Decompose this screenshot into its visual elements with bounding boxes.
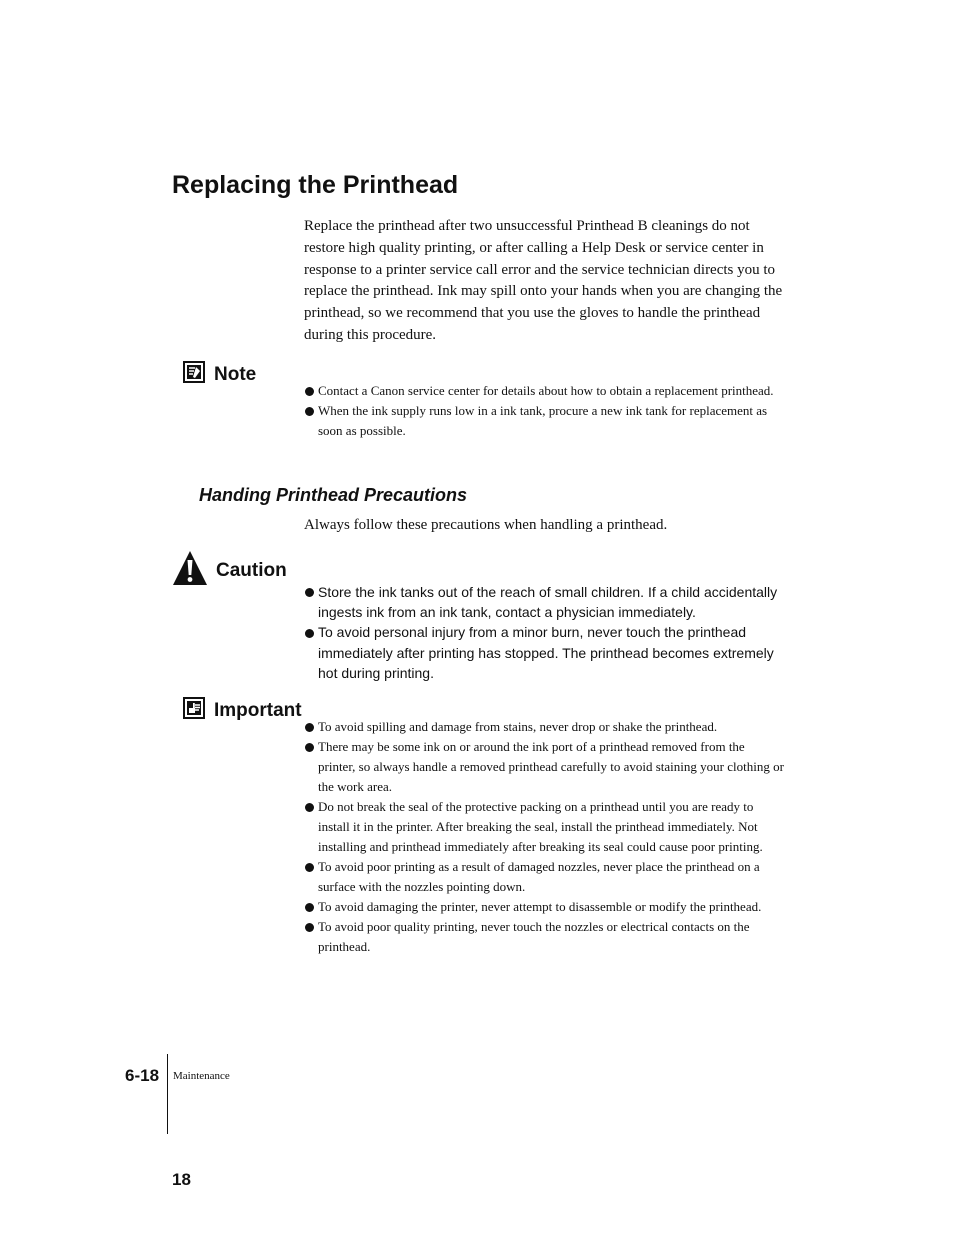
note-list [304, 381, 784, 441]
important-item: There may be some ink on or around the ink port of a printhead removed from the printer, so always handle a removed printhead carefully to avoid staining your clothing or the work area. [304, 737, 784, 797]
important-list [304, 717, 784, 957]
caution-item: To avoid personal injury from a minor burn, never touch the printhead immediately after printing has stopped. The printhead becomes extremely hot during printing. [304, 622, 784, 683]
important-item: To avoid damaging the printer, never attempt to disassemble or modify the printhead. [304, 897, 784, 917]
important-item: To avoid poor printing as a result of damaged nozzles, never place the printhead on a surface with the nozzles pointing down. [304, 857, 784, 897]
note-header [182, 360, 256, 389]
footer-section-number: 6-18 [125, 1066, 160, 1085]
note-item: Contact a Canon service center for details about how to obtain a replacement printhead. [304, 381, 784, 401]
pointing-hand-icon [182, 696, 206, 725]
caution-label: Caution [216, 559, 287, 581]
note-item: When the ink supply runs low in a ink tank, procure a new ink tank for replacement as soon as possible. [304, 401, 784, 441]
important-item: To avoid poor quality printing, never touch the nozzles or electrical contacts on the printhead. [304, 917, 784, 957]
important-label: Important [214, 699, 302, 721]
note-icon [182, 360, 206, 389]
important-item: Do not break the seal of the protective packing on a printhead until you are ready to install it in the printer. After breaking the seal, install the printhead immediately. Not installing and printhead immediately after breaking its seal could cause poor printing. [304, 797, 784, 857]
page-number: 18 [172, 1170, 191, 1189]
section-intro: Always follow these precautions when handling a printhead. [304, 517, 668, 533]
section-heading: Handing Printhead Precautions [199, 485, 468, 505]
caution-list [304, 582, 784, 683]
page-title: Replacing the Printhead [172, 171, 459, 199]
note-label: Note [214, 363, 257, 385]
intro-paragraph: Replace the printhead after two unsuccessful Printhead B cleanings do not restore high quality printing, or after calling a Help Desk or service center in response to a printer service call error and the service technician directs you to replace the printhead. Ink may spill onto your hands when you are changing the printhead, so we recommend that you use the gloves to handle the printhead during this procedure. [304, 218, 783, 343]
caution-header [172, 550, 287, 591]
footer-chapter-name: Maintenance [173, 1070, 230, 1082]
important-header [182, 696, 302, 725]
important-item: To avoid spilling and damage from stains, never drop or shake the printhead. [304, 717, 784, 737]
footer-divider [167, 1054, 168, 1134]
caution-item: Store the ink tanks out of the reach of small children. If a child accidentally ingests ink from an ink tank, contact a physician immediately. [304, 582, 784, 622]
warning-icon [172, 550, 208, 591]
